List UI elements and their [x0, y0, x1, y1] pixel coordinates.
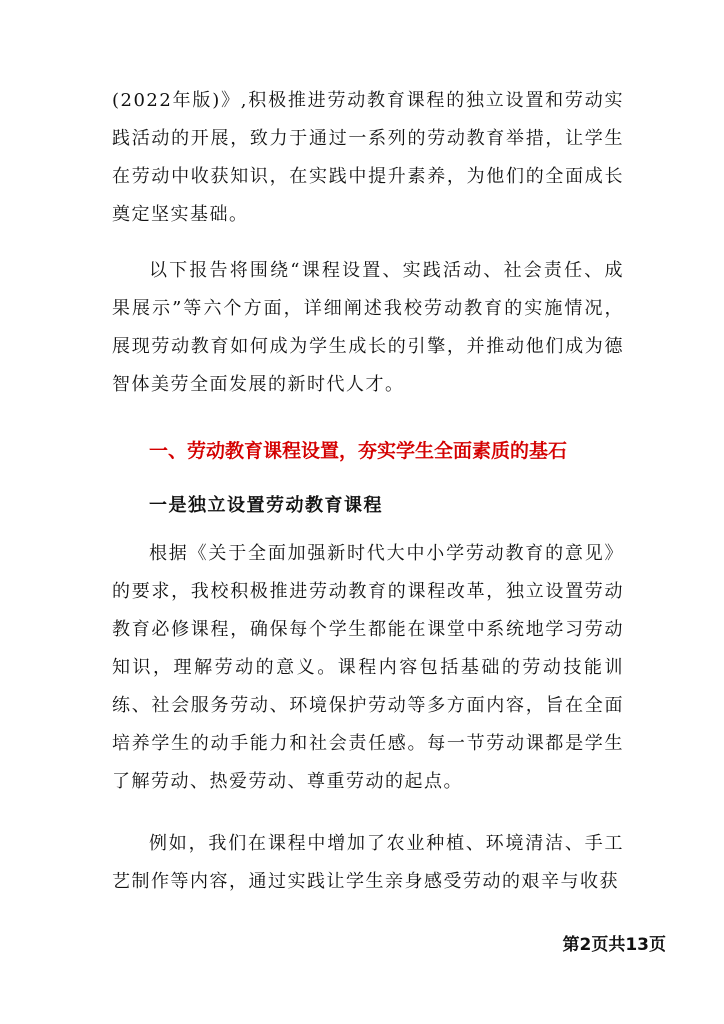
page-number: 第2页共13页: [562, 935, 666, 955]
subheading: 一是独立设置劳动教育课程: [149, 495, 383, 516]
example-paragraph: 例如，我们在课程中增加了农业种植、环境清洁、手工艺制作等内容，通过实践让学生亲身感受劳动的艰辛与收获: [112, 833, 624, 892]
intro-paragraph: (2022年版)》,积极推进劳动教育课程的独立设置和劳动实践活动的开展，致力于通过一系列的劳动教育举措，让学生在劳动中收获知识，在实践中提升素养，为他们的全面成长奠定坚实基础。: [112, 90, 624, 225]
course-paragraph: 根据《关于全面加强新时代大中小学劳动教育的意见》的要求，我校积极推进劳动教育的课程改革，独立设置劳动教育必修课程，确保每个学生都能在课堂中系统地学习劳动知识，理解劳动的意义。课程内容包括基础的劳动技能训练、社会服务劳动、环境保护劳动等多方面内容，旨在全面培养学生的动手能力和社会责任感。每一节劳动课都是学生了解劳动、热爱劳动、尊重劳动的起点。: [112, 543, 624, 792]
section-heading: 一、劳动教育课程设置，夯实学生全面素质的基石: [149, 440, 568, 462]
overview-paragraph: 以下报告将围绕“课程设置、实践活动、社会责任、成果展示”等六个方面，详细阐述我校劳动教育的实施情况，展现劳动教育如何成为学生成长的引擎，并推动他们成为德智体美劳全面发展的新时代人才。: [112, 260, 624, 395]
